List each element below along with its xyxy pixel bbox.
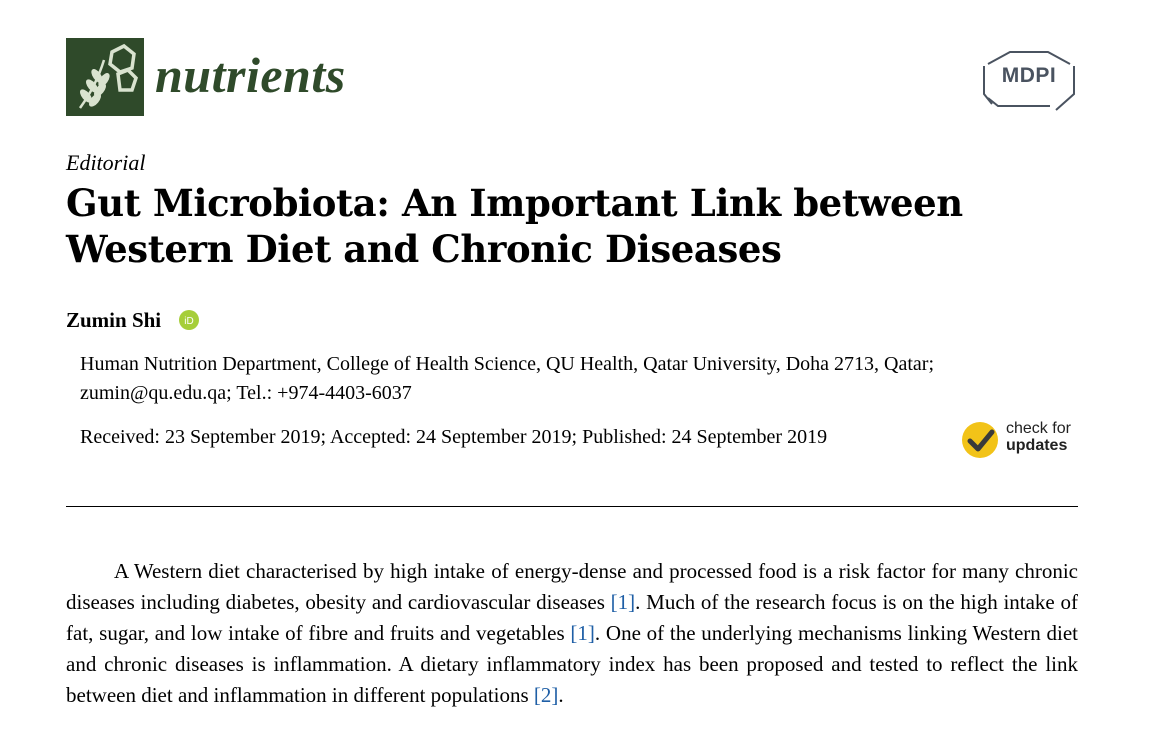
citation-link[interactable]: [2] xyxy=(533,683,559,707)
badge-line2: updates xyxy=(1006,437,1068,454)
article-title: Gut Microbiota: An Important Link between Western Diet and Chronic Diseases xyxy=(66,181,963,271)
publisher-name: MDPI xyxy=(1001,64,1057,87)
contact-line: zumin@qu.edu.qa; Tel.: +974-4403-6037 xyxy=(80,382,412,404)
author-name: Zumin Shi xyxy=(66,308,162,332)
publication-dates: Received: 23 September 2019; Accepted: 24 September 2019; Published: 24 September 2019 xyxy=(80,426,828,448)
body-text-1: A Western diet characterised by high intake of energy-dense and processed food is a risk factor for many chronic diseases including diabetes, obesity and cardiovascular diseases xyxy=(66,559,1078,614)
journal-logo xyxy=(66,38,144,116)
affiliation-line: Human Nutrition Department, College of Health Science, QU Health, Qatar University, Doha 2713, Qatar; xyxy=(80,353,935,375)
publisher-logo xyxy=(980,48,1078,114)
badge-line1: check for xyxy=(1006,420,1071,437)
article-type: Editorial xyxy=(66,150,146,175)
journal-name: nutrients xyxy=(155,47,346,103)
citation-link[interactable]: [1] xyxy=(610,590,636,614)
citation-link[interactable]: [1] xyxy=(570,621,595,645)
header-divider xyxy=(66,506,1078,507)
wheat-molecule-icon xyxy=(66,38,144,116)
check-for-updates-badge[interactable] xyxy=(960,418,1080,462)
affiliation xyxy=(80,350,1080,408)
orcid-icon[interactable] xyxy=(179,310,199,330)
checkmark-badge-icon xyxy=(960,420,1000,460)
svg-text:iD: iD xyxy=(184,316,194,327)
body-text-3: . One of the underlying mechanisms linking Western diet and chronic diseases is inflammation. A dietary inflammatory index has been proposed and tested to reflect the link between diet and inflammation in different populations xyxy=(66,621,1079,707)
body-paragraph xyxy=(66,556,1078,711)
body-text-2: . Much of the research focus is on the high intake of fat, sugar, and low intake of fibre and fruits and vegetables xyxy=(66,590,1078,645)
body-text-4: . xyxy=(558,683,564,707)
